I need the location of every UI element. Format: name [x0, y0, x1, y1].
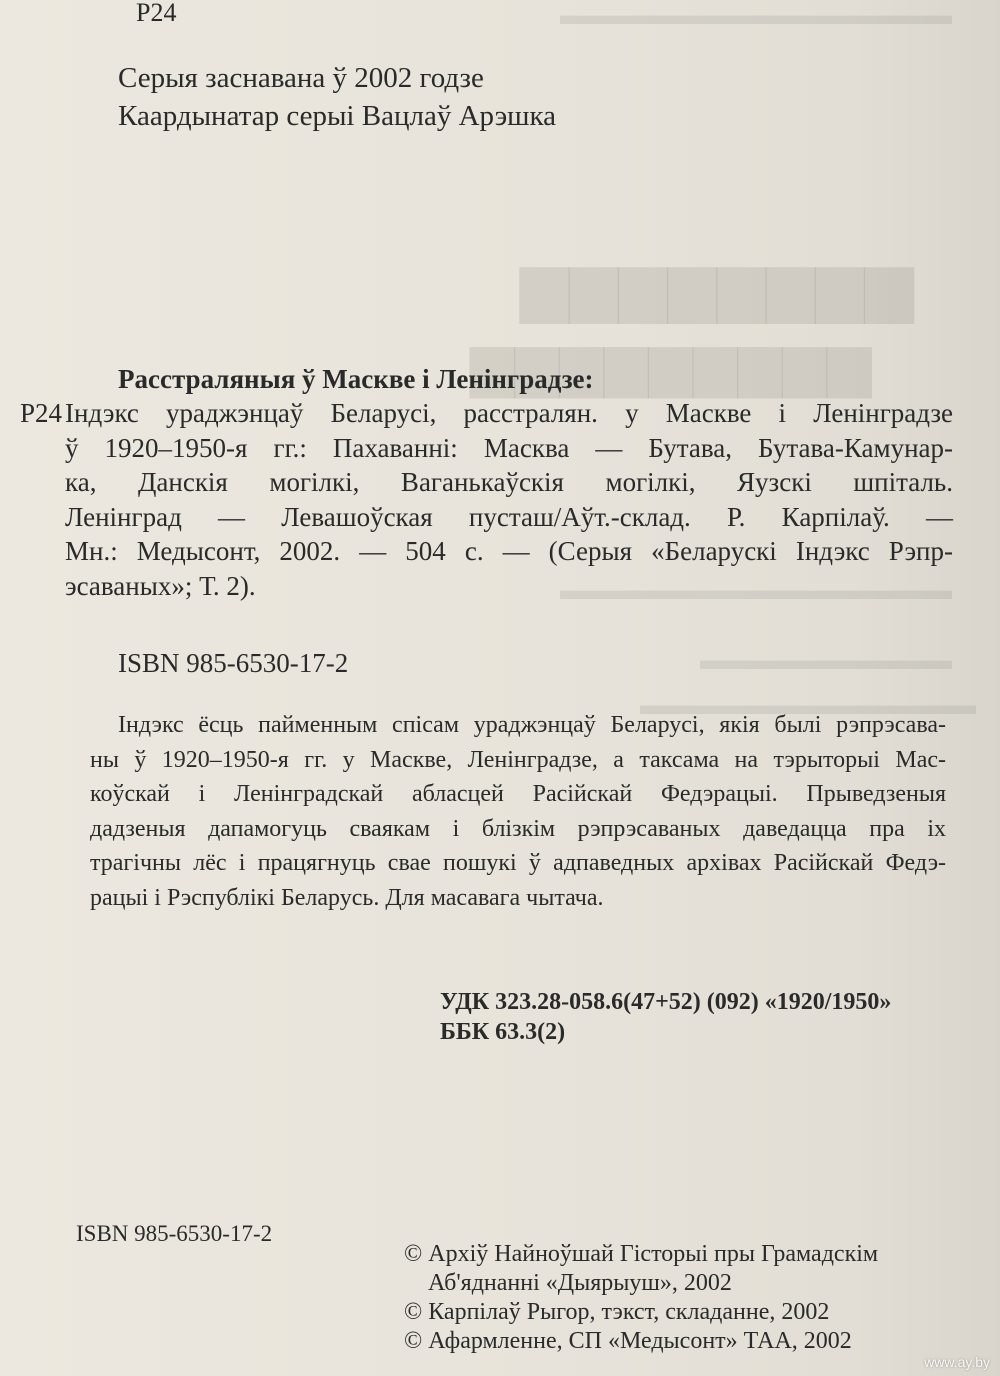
bibliographic-line: Ленінград — Левашоўская пусташ/Аўт.-склад. Р. Карпілаў. —: [65, 501, 953, 532]
series-coordinator-note: Каардынатар серыі Вацлаў Арэшка: [118, 100, 557, 132]
series-founded-note: Серыя заснавана ў 2002 годзе: [118, 62, 484, 94]
bibliographic-line: ў 1920–1950-я гг.: Пахаванні: Масква — Бутава, Бутава-Камунар-: [65, 432, 953, 463]
bibliographic-line: эсаваных»; Т. 2).: [65, 570, 256, 601]
annotation-line: Індэкс ёсць пайменным спісам ураджэнцаў Беларусі, якія былі рэпрэсава-: [118, 712, 946, 738]
bleed-through-shape: ▬▬▬▬▬▬▬▬▬: [700, 645, 952, 676]
book-title: Расстраляныя ў Маскве і Ленінградзе:: [118, 364, 594, 394]
bleed-through-shape: ▬▬▬▬▬▬▬▬▬▬▬▬▬▬: [560, 0, 952, 31]
annotation-line: трагічны лёс і працягнуць свае пошукі ў адпаведных архівах Расійскай Федэ-: [90, 850, 946, 877]
bibliographic-line: Мн.: Медысонт, 2002. — 504 с. — (Серыя «Беларускі Індэкс Рэпр-: [65, 536, 953, 566]
copyright-line: © Архіў Найноўшай Гісторыі пры Грамадскім: [404, 1241, 879, 1267]
copyright-line: © Афармленне, СП «Медысонт» ТАА, 2002: [404, 1328, 852, 1354]
bibliographic-line: Індэкс ураджэнцаў Беларусі, расстралян. у Маскве і Ленінградзе: [65, 398, 953, 428]
isbn-footer: ISBN 985-6530-17-2: [76, 1221, 273, 1246]
bleed-through-shape: ▆▆▆▆▆▆▆▆: [520, 251, 914, 322]
annotation-line: рацыі і Рэспублікі Беларусь. Для масавага чытача.: [90, 884, 604, 911]
bleed-through-shape: ▬▬▬▬▬▬▬▬▬▬▬▬: [640, 690, 976, 721]
copyright-line: Аб'яднанні «Дыярыуш», 2002: [428, 1270, 732, 1296]
bbk-code: ББК 63.3(2): [440, 1019, 566, 1045]
udk-code: УДК 323.28-058.6(47+52) (092) «1920/1950»: [440, 989, 892, 1015]
annotation-line: дадзеныя дапамогуць сваякам і блізкім рэпрэсаваных даведацца пра іх: [90, 815, 946, 842]
annotation-line: коўскай і Ленінградскай абласцей Расійскай Федэрацыі. Прыведзеныя: [90, 781, 946, 808]
bibliographic-description: [65, 396, 953, 603]
top-catalog-code: Р24: [136, 0, 177, 27]
bibliographic-line: ка, Данскія могілкі, Ваганькаўскія могілкі, Яузскі шпіталь.: [65, 467, 953, 497]
copyright-line: © Карпілаў Рыгор, тэкст, складанне, 2002: [404, 1299, 830, 1325]
annotation-paragraph: [90, 708, 946, 916]
bleed-through-shape: ▬▬▬▬▬▬▬▬▬▬▬▬▬▬: [560, 575, 952, 606]
catalog-code: Р24: [20, 398, 63, 428]
isbn: ISBN 985-6530-17-2: [118, 648, 349, 678]
site-watermark: www.ay.by: [924, 1354, 990, 1370]
copyright-block: [404, 1240, 878, 1356]
bleed-through-shape: ▆▆▆▆▆▆▆▆▆: [470, 332, 872, 397]
annotation-line: ны ў 1920–1950-я гг. у Маскве, Ленінградзе, а таксама на тэрыторыі Мас-: [90, 746, 946, 773]
